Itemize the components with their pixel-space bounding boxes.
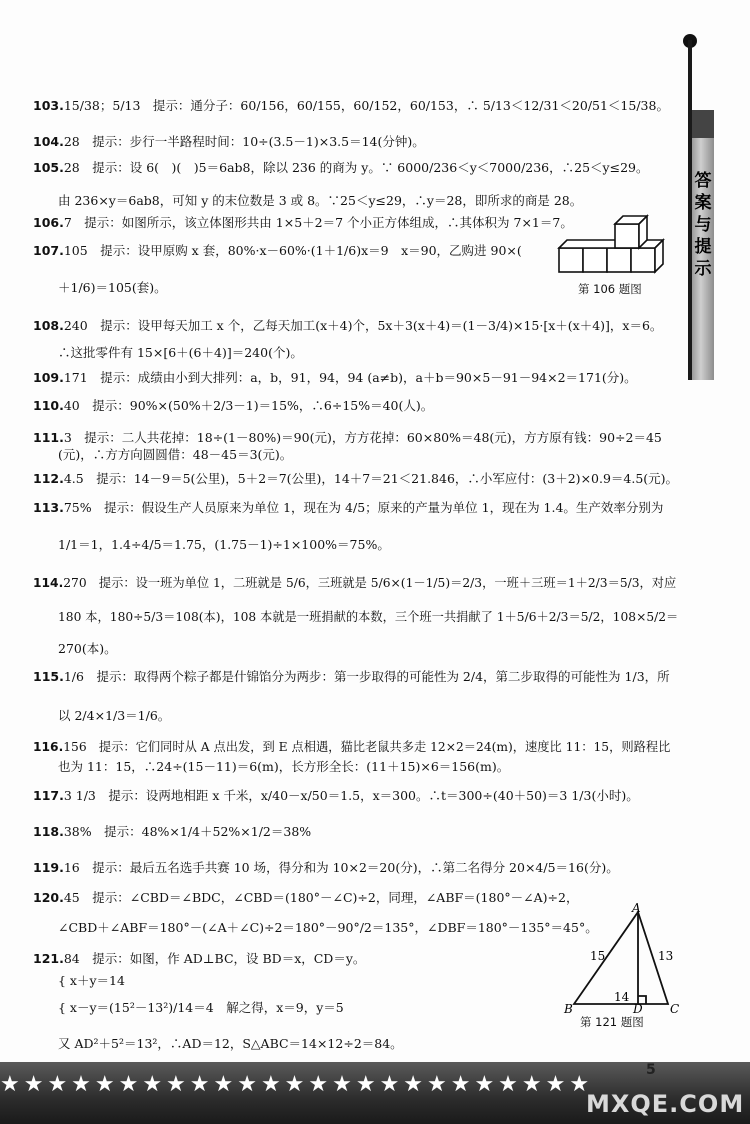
answer-text: { x－y＝(15²－13²)/14＝4 解之得，x＝9，y＝5: [58, 1000, 344, 1015]
answer-text: 又 AD²＋5²＝13²，∴AD＝12，S△ABC＝14×12÷2＝84。: [58, 1036, 403, 1051]
question-number: 108.: [33, 318, 64, 333]
answer-text: 270(本)。: [58, 641, 117, 656]
side-ab-label: 15: [590, 949, 606, 963]
answer-line: [58, 609, 678, 625]
answer-text: 1/1＝1，1.4÷4/5＝1.75，(1.75－1)÷1×100%＝75%。: [58, 537, 390, 552]
vertex-a-label: A: [632, 901, 641, 915]
answer-line: [33, 370, 637, 386]
answer-text: 84 提示：如图，作 AD⊥BC，设 BD＝x，CD＝y。: [63, 951, 366, 966]
vertex-d-label: D: [633, 1002, 643, 1015]
figure-106-cubes: [555, 210, 675, 280]
answer-text: 由 236×y＝6ab8，可知 y 的末位数是 3 或 8。∵25＜y≤29，∴y＝28，即所求的商是 28。: [58, 193, 583, 208]
answer-text: 以 2/4×1/3＝1/6。: [58, 708, 171, 723]
answer-line: [33, 669, 670, 685]
answer-text: ∴这批零件有 15×[6＋(6＋4)]＝240(个)。: [58, 345, 303, 360]
answer-text: 1/6 提示：取得两个粽子都是什锦馅分为两步：第一步取得的可能性为 2/4，第二步取得的可能性为 1/3，所: [63, 669, 670, 684]
answer-line: [58, 193, 582, 209]
side-ac-label: 13: [658, 949, 674, 963]
answer-line: [58, 280, 167, 296]
question-number: 120.: [33, 890, 64, 905]
answer-line: [58, 447, 292, 463]
vertex-b-label: B: [564, 1002, 573, 1015]
answer-text: 105 提示：设甲原购 x 套，80%·x－60%·(1＋1/6)x＝9 x＝90，乙购进 90×(: [63, 243, 522, 258]
answer-text: 3 提示：二人共花掉：18÷(1－80%)＝90(元)，方方花掉：60×80%＝48(元)，方方原有钱：90÷2＝45: [63, 430, 662, 445]
answer-text: ＋1/6)＝105(套)。: [58, 280, 167, 295]
question-number: 119.: [33, 860, 64, 875]
answer-text: 也为 11：15，∴24÷(15－11)＝6(m)，长方形全长：(11＋15)×6＝156(m)。: [58, 759, 510, 774]
question-number: 109.: [33, 370, 64, 385]
figure-106-caption: 第 106 题图: [578, 282, 642, 296]
question-number: 121.: [33, 951, 64, 966]
answer-text: 38% 提示：48%×1/4＋52%×1/2＝38%: [63, 824, 312, 839]
answer-line: [58, 920, 598, 936]
answer-line: [33, 890, 578, 906]
question-number: 118.: [33, 824, 64, 839]
answer-text: 16 提示：最后五名选手共赛 10 场，得分和为 10×2＝20(分)，∴第二名得分 20×4/5＝16(分)。: [63, 860, 619, 875]
answer-text: ∠CBD＋∠ABF＝180°－(∠A＋∠C)÷2＝180°－90°/2＝135°，∠DBF＝180°－135°＝45°。: [58, 920, 598, 935]
answer-line: [33, 471, 678, 487]
answer-line: [58, 537, 390, 553]
question-number: 114.: [33, 576, 64, 590]
question-number: 117.: [33, 788, 64, 803]
answer-text: 240 提示：设甲每天加工 x 个，乙每天加工(x＋4)个，5x＋3(x＋4)＝(1－3/4)×15·[x＋(x＋4)]，x＝6。: [63, 318, 663, 333]
answer-line: [33, 160, 648, 176]
answer-line: [58, 1000, 344, 1016]
answer-line: [33, 134, 425, 150]
side-tab-top: [692, 110, 714, 138]
answer-line: [33, 575, 676, 591]
answer-text: { x＋y＝14: [58, 973, 125, 988]
answer-line: [58, 641, 117, 657]
answer-line: [33, 824, 311, 840]
figure-121-caption: 第 121 题图: [580, 1015, 644, 1029]
question-number: 106.: [33, 215, 64, 230]
page-number: 5: [646, 1062, 656, 1078]
question-number: 110.: [33, 398, 64, 413]
side-bc-label: 14: [614, 990, 630, 1004]
answer-line: [58, 345, 303, 361]
footer-stars: ★★★★★★★★★★★★★★★★★★★★★★★★★: [0, 1072, 594, 1097]
answer-text: 3 1/3 提示：设两地相距 x 千米，x/40－x/50＝1.5，x＝300。∴t＝300÷(40＋50)＝3 1/3(小时)。: [63, 788, 639, 803]
answer-text: 40 提示：90%×(50%＋2/3－1)＝15%，∴6÷15%＝40(人)。: [63, 398, 434, 413]
answer-text: (元)，∴方方向圆圆借：48－45＝3(元)。: [58, 447, 293, 462]
question-number: 116.: [33, 740, 64, 754]
answer-text: 15/38；5/13 提示：通分子：60/156，60/155，60/152，60/153，∴ 5/13＜12/31＜20/51＜15/38。: [63, 98, 669, 113]
answer-text: 75% 提示：假设生产人员原来为单位 1，现在为 4/5；原来的产量为单位 1，现在为 1.4。生产效率分别为: [63, 500, 664, 515]
answer-line: [58, 708, 170, 724]
watermark: MXQE.COM: [586, 1090, 745, 1118]
question-number: 111.: [33, 430, 64, 445]
answer-line: [58, 973, 125, 989]
answer-text: 156 提示：它们同时从 A 点出发，到 E 点相遇，猫比老鼠共多走 12×2＝24(m)，速度比 11：15，则路程比: [63, 740, 671, 754]
answer-line: [33, 788, 639, 804]
answer-text: 28 提示：步行一半路程时间：10÷(3.5－1)×3.5＝14(分钟)。: [63, 134, 425, 149]
question-number: 113.: [33, 500, 64, 515]
answer-line: [33, 398, 433, 414]
answer-line: [58, 759, 509, 775]
answer-line: [33, 860, 619, 876]
question-number: 105.: [33, 160, 64, 175]
answer-line: [33, 98, 669, 114]
answer-line: [33, 243, 522, 259]
answer-text: 7 提示：如图所示，该立体图形共由 1×5＋2＝7 个小正方体组成，∴其体积为 7×1＝7。: [63, 215, 573, 230]
answer-text: 270 提示：设一班为单位 1，二班就是 5/6，三班就是 5/6×(1－1/5)＝2/3，一班＋三班＝1＋2/3＝5/3，对应: [63, 576, 677, 590]
answer-line: [33, 215, 573, 231]
question-number: 104.: [33, 134, 64, 149]
answer-text: 4.5 提示：14－9＝5(公里)，5＋2＝7(公里)，14＋7＝21＜21.846，∴小军应付：(3＋2)×0.9＝4.5(元)。: [63, 471, 679, 486]
question-number: 107.: [33, 243, 64, 258]
section-label: 答案与提示: [694, 171, 712, 279]
answer-line: [33, 951, 365, 967]
answer-line: [33, 430, 662, 446]
question-number: 112.: [33, 471, 64, 486]
answer-line: [33, 739, 670, 755]
answer-text: 180 本，180÷5/3＝108(本)，108 本就是一班捐献的本数，三个班一共捐献了 1＋5/6＋2/3＝5/2，108×5/2＝: [58, 610, 679, 624]
answer-line: [33, 318, 662, 334]
question-number: 103.: [33, 98, 64, 113]
question-number: 115.: [33, 669, 64, 684]
answer-line: [33, 500, 663, 516]
answer-text: 45 提示：∠CBD＝∠BDC，∠CBD＝(180°－∠C)÷2，同理，∠ABF＝(180°－∠A)÷2，: [63, 890, 579, 905]
answer-text: 28 提示：设 6( )( )5＝6ab8，除以 236 的商为 y。∵ 6000/236＜y＜7000/236，∴25＜y≤29。: [63, 160, 649, 175]
answer-line: [58, 1036, 403, 1052]
figure-121-triangle: [560, 900, 690, 1015]
answer-text: 171 提示：成绩由小到大排列：a，b，91，94，94 (a≠b)，a＋b＝90×5－91－94×2＝171(分)。: [63, 370, 637, 385]
vertex-c-label: C: [670, 1002, 680, 1015]
